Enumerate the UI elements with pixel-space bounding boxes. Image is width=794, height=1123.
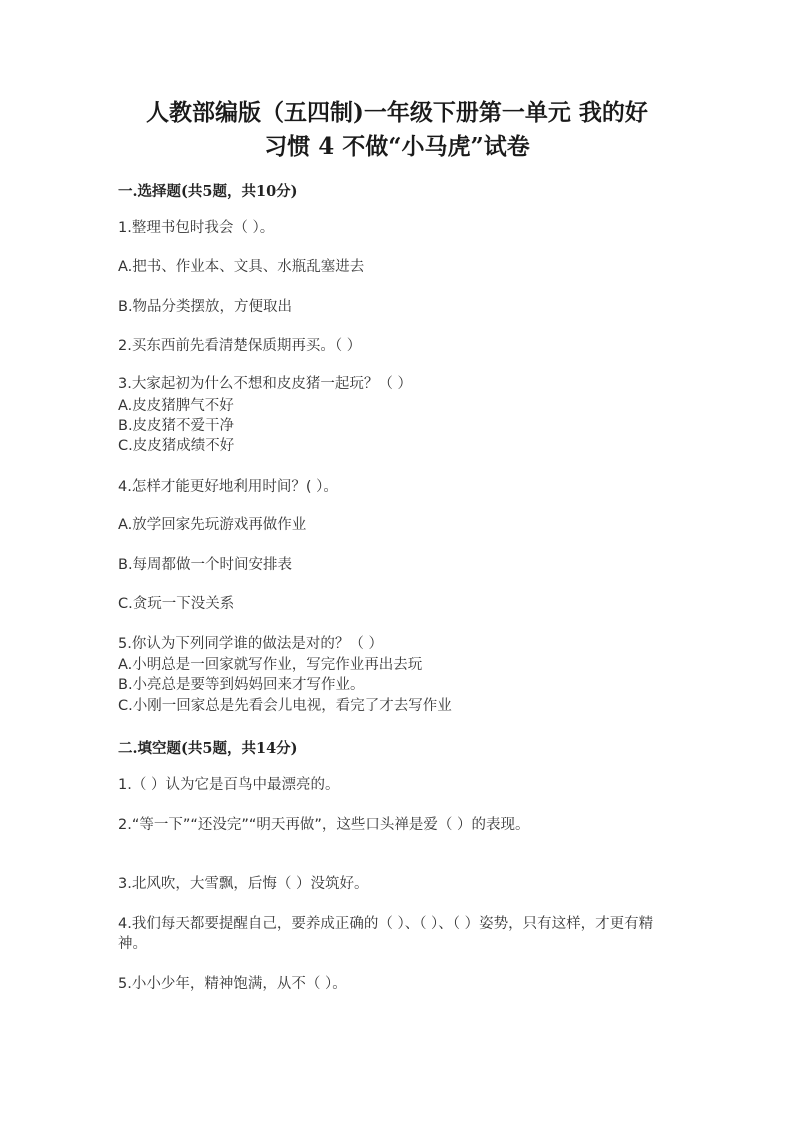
q1-option-b: B.物品分类摆放，方便取出	[118, 299, 293, 315]
title-line-2: 习惯 4 不做“小马虎”试卷	[264, 133, 530, 160]
q4-option-a: A.放学回家先玩游戏再做作业	[118, 517, 307, 533]
q1-option-a: A.把书、作业本、文具、水瓶乱塞进去	[118, 259, 365, 275]
fill-q1: 1.（ ）认为它是百鸟中最漂亮的。	[118, 777, 340, 793]
fill-q2: 2.“等一下”“还没完”“明天再做”，这些口头禅是爱（ ）的表现。	[118, 817, 530, 833]
q4-option-b: B.每周都做一个时间安排表	[118, 557, 293, 573]
q3-option-a: A.皮皮猪脾气不好	[118, 398, 234, 414]
q3-option-c: C.皮皮猪成绩不好	[118, 438, 235, 454]
q5-option-a: A.小明总是一回家就写作业，写完作业再出去玩	[118, 657, 423, 673]
q4-option-c: C.贪玩一下没关系	[118, 596, 235, 612]
q3-option-b: B.皮皮猪不爱干净	[118, 418, 235, 434]
q5-option-b: B.小亮总是要等到妈妈回来才写作业。	[118, 677, 365, 693]
fill-q3: 3.北风吹，大雪飘，后悔（ ）没筑好。	[118, 876, 369, 892]
q5-option-c: C.小刚一回家总是先看会儿电视，看完了才去写作业	[118, 698, 452, 714]
q1-stem: 1.整理书包时我会（ ）。	[118, 220, 275, 236]
q2-stem: 2.买东西前先看清楚保质期再买。（ ）	[118, 338, 362, 354]
title-line-1: 人教部编版（五四制)一年级下册第一单元 我的好	[146, 99, 648, 126]
q5-stem: 5.你认为下列同学谁的做法是对的？（ ）	[118, 636, 383, 652]
section-heading-fill: 二.填空题(共5题，共14分)	[118, 740, 298, 757]
fill-q4: 4.我们每天都要提醒自己，要养成正确的（ ）、（ ）、（ ）姿势，只有这样，才更有精神。	[118, 916, 654, 952]
q4-stem: 4.怎样才能更好地利用时间？( ）。	[118, 479, 338, 495]
q3-stem: 3.大家起初为什么不想和皮皮猪一起玩？（ ）	[118, 376, 412, 392]
fill-q5: 5.小小少年，精神饱满，从不（ ）。	[118, 976, 347, 992]
section-heading-choice: 一.选择题(共5题，共10分)	[118, 183, 298, 200]
